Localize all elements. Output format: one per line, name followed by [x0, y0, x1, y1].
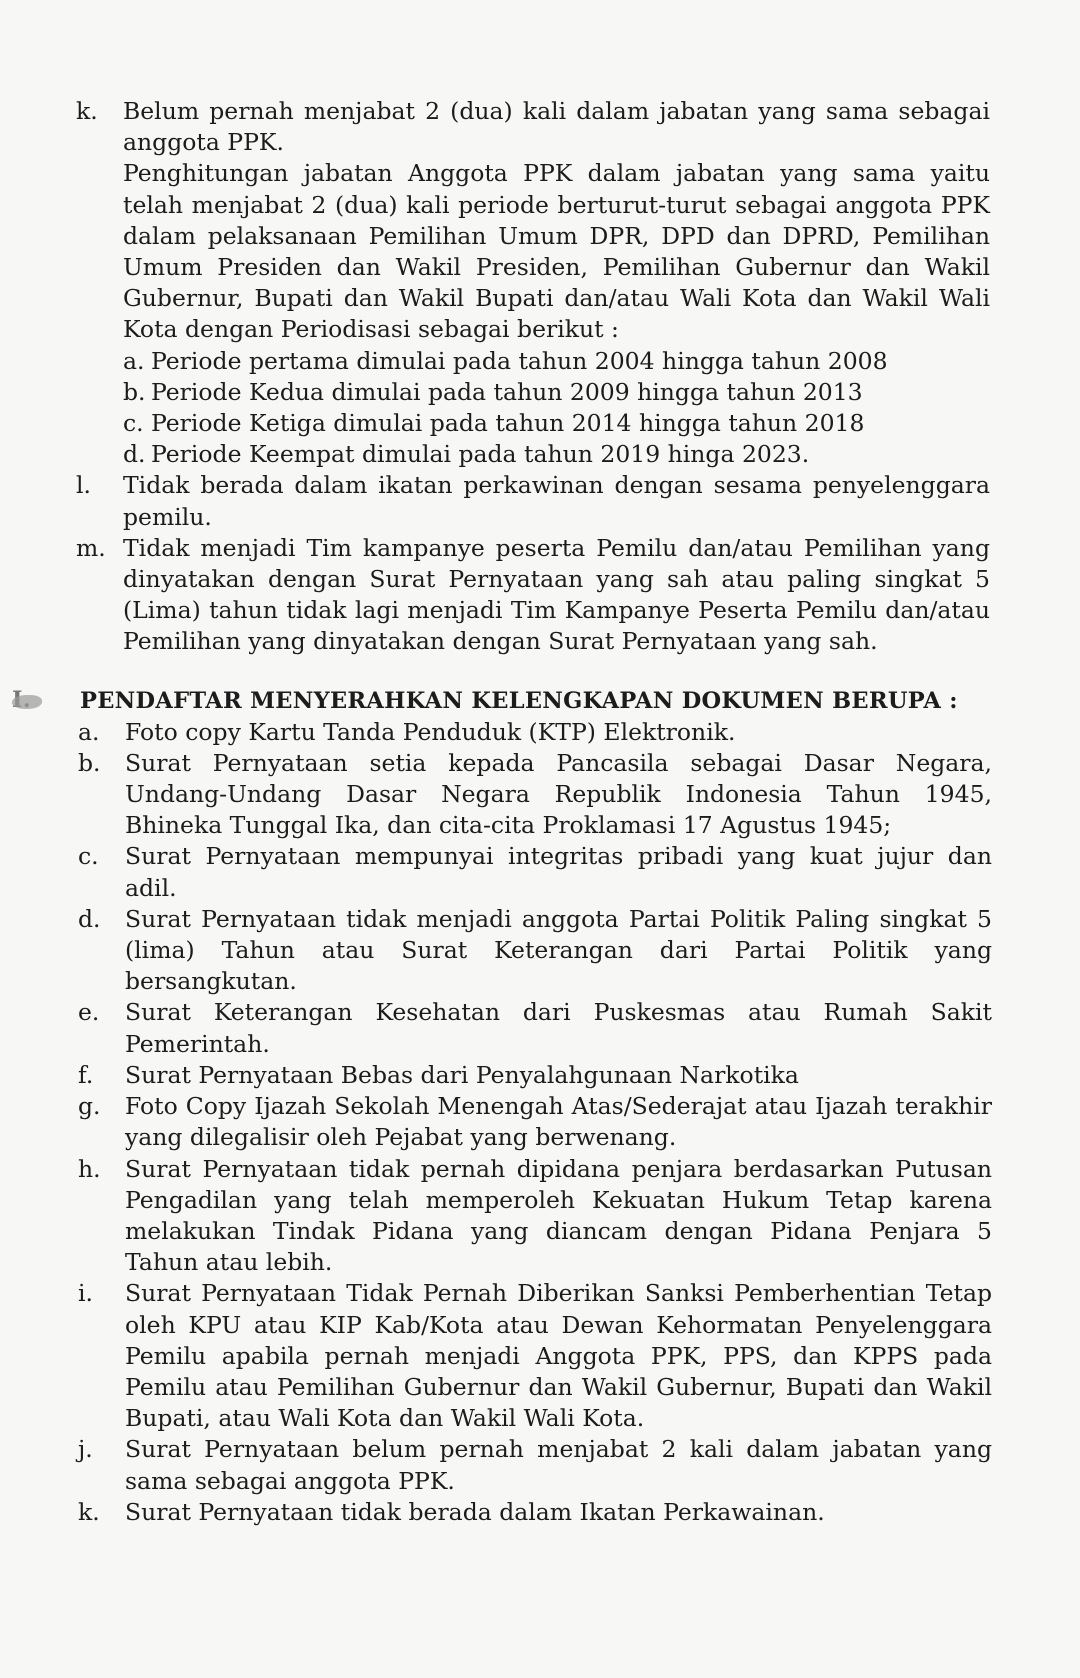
list-item-k — [0, 96, 1080, 470]
item-marker: a. — [78, 717, 100, 746]
item-marker: f. — [78, 1060, 94, 1089]
list-item-m — [0, 533, 1080, 658]
sub-item-a — [123, 346, 990, 377]
document-item-e — [0, 997, 1080, 1059]
document-item-b — [0, 748, 1080, 842]
item-marker: d. — [78, 904, 101, 933]
document-item-g — [0, 1091, 1080, 1153]
document-item-i — [0, 1278, 1080, 1434]
item-text: Surat Pernyataan belum pernah menjabat 2 kali dalam jabatan yang sama sebagai anggota PPK. — [125, 1435, 992, 1495]
sub-marker: c. — [123, 409, 144, 438]
item-text: Surat Pernyataan mempunyai integritas pribadi yang kuat jujur dan adil. — [125, 842, 992, 902]
item-paragraph: Penghitungan jabatan Anggota PPK dalam jabatan yang sama yaitu telah menjabat 2 (dua) kali periode berturut-turut sebagai anggota PPK dalam pelaksanaan Pemilihan Umum DPR, DPD dan DPRD, Pemilihan Umum Presiden dan Wakil Presiden, Pemilihan Gubernur dan Wakil Gubernur, Bupati dan Wakil Bupati dan/atau Wali Kota dan Wakil Wali Kota dengan Periodisasi sebagai berikut : — [123, 159, 990, 344]
sub-text: Periode Ketiga dimulai pada tahun 2014 hingga tahun 2018 — [151, 409, 865, 438]
item-text: Tidak berada dalam ikatan perkawinan dengan sesama penyelenggara pemilu. — [123, 471, 990, 531]
sub-text: Periode pertama dimulai pada tahun 2004 hingga tahun 2008 — [151, 346, 888, 375]
document-item-a — [0, 717, 1080, 748]
document-item-k — [0, 1497, 1080, 1528]
sub-marker: d. — [123, 440, 146, 469]
item-marker: e. — [78, 998, 100, 1027]
list-item-l — [0, 470, 1080, 532]
document-item-d — [0, 904, 1080, 998]
sub-item-b — [123, 377, 990, 408]
item-marker: k. — [78, 1497, 100, 1526]
item-text: Tidak menjadi Tim kampanye peserta Pemilu dan/atau Pemilihan yang dinyatakan dengan Surat Pernyataan yang sah atau paling singkat 5 (Lima) tahun tidak lagi menjadi Tim Kampanye Peserta Pemilu dan/atau Pemilihan yang dinyatakan dengan Surat Pernyataan yang sah. — [123, 533, 990, 656]
ink-smudge — [12, 695, 42, 709]
item-marker: j. — [78, 1435, 93, 1464]
item-text: Foto copy Kartu Tanda Penduduk (KTP) Elektronik. — [125, 717, 736, 746]
sub-item-d — [123, 439, 990, 470]
sub-marker: a. — [123, 346, 145, 375]
section-heading — [0, 686, 1080, 717]
item-marker: b. — [78, 748, 101, 777]
document-body — [0, 96, 1080, 1528]
item-marker: g. — [78, 1092, 101, 1121]
document-item-h — [0, 1154, 1080, 1279]
item-marker: m. — [76, 533, 106, 562]
sub-text: Periode Keempat dimulai pada tahun 2019 hinga 2023. — [151, 440, 810, 469]
documents-list — [0, 717, 1080, 1528]
requirements-list — [0, 96, 1080, 658]
section-number — [12, 685, 60, 713]
item-marker: l. — [76, 471, 91, 500]
item-marker: i. — [78, 1279, 93, 1308]
item-text: Foto Copy Ijazah Sekolah Menengah Atas/Sederajat atau Ijazah terakhir yang dilegalisir oleh Pejabat yang berwenang. — [125, 1092, 992, 1152]
item-marker: h. — [78, 1154, 101, 1183]
item-text: Surat Pernyataan tidak pernah dipidana penjara berdasarkan Putusan Pengadilan yang telah memperoleh Kekuatan Hukum Tetap karena melakukan Tindak Pidana yang diancam dengan Pidana Penjara 5 Tahun atau lebih. — [125, 1154, 992, 1277]
sub-item-c — [123, 408, 990, 439]
item-marker: c. — [78, 842, 99, 871]
document-item-j — [0, 1434, 1080, 1496]
item-text: Surat Pernyataan tidak menjadi anggota Partai Politik Paling singkat 5 (lima) Tahun atau Surat Keterangan dari Partai Politik yang bersangkutan. — [125, 904, 992, 996]
item-text: Surat Pernyataan tidak berada dalam Ikatan Perkawainan. — [125, 1497, 825, 1526]
document-item-c — [0, 841, 1080, 903]
document-item-f — [0, 1060, 1080, 1091]
sub-marker: b. — [123, 377, 146, 406]
item-text: Belum pernah menjabat 2 (dua) kali dalam jabatan yang sama sebagai anggota PPK. — [123, 97, 990, 157]
sub-text: Periode Kedua dimulai pada tahun 2009 hingga tahun 2013 — [151, 377, 863, 406]
section-title: PENDAFTAR MENYERAHKAN KELENGKAPAN DOKUMEN BERUPA : — [80, 687, 958, 714]
item-text: Surat Pernyataan setia kepada Pancasila sebagai Dasar Negara, Undang-Undang Dasar Negara Republik Indonesia Tahun 1945, Bhineka Tunggal Ika, dan cita-cita Proklamasi 17 Agustus 1945; — [125, 748, 992, 840]
item-text: Surat Pernyataan Bebas dari Penyalahgunaan Narkotika — [125, 1060, 799, 1089]
item-marker: k. — [76, 97, 98, 125]
item-text: Surat Pernyataan Tidak Pernah Diberikan Sanksi Pemberhentian Tetap oleh KPU atau KIP Kab/Kota atau Dewan Kehormatan Penyelenggara Pemilu apabila pernah menjadi Anggota PPK, PPS, dan KPPS pada Pemilu atau Pemilihan Gubernur dan Wakil Gubernur, Bupati dan Wakil Bupati, atau Wali Kota dan Wakil Wali Kota. — [125, 1279, 992, 1433]
item-text: Surat Keterangan Kesehatan dari Puskesmas atau Rumah Sakit Pemerintah. — [125, 998, 992, 1058]
